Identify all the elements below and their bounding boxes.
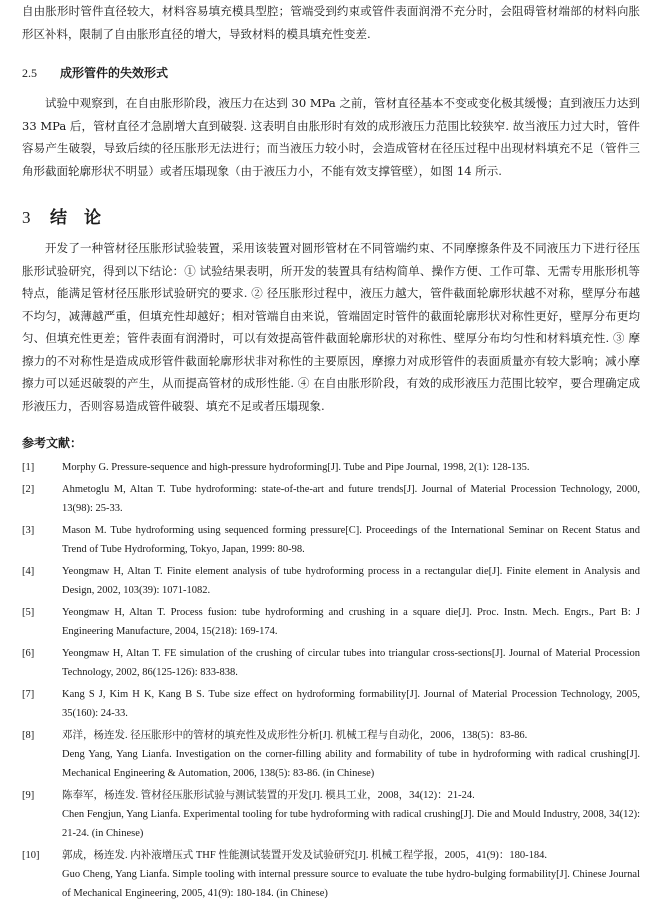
reference-index: [1] [22,462,35,473]
reference-item [22,562,640,600]
section-2-5-paragraph: 试验中观察到，在自由胀形阶段，液压力在达到 30 MPa 之前，管材直径基本不变或变化极其缓慢；直到液压力达到 33 MPa 后，管材直径才急剧增大直到破裂. 这表明自由胀形时有效的成形液压力范围比较狭窄. 故当液压力过大时，管件容易产生破裂，导致后续的径压胀形无法进行；而当液压力较小时，会造成管材在径压过程中出现材料填充不足（管件三角形截面轮廓形状不明显）或者压塌现象（由于液压力小，不能有效支撑管壁），如图 14 所示. [22,96,640,178]
reference-index: [8] [22,730,35,741]
reference-item [22,644,640,682]
section-3-body-block [22,237,640,417]
reference-item [22,685,640,723]
reference-text: Kang S J, Kim H K, Kang B S. Tube size effect on hydroforming formability[J]. Journal of Material Procession Technology, 2005, 35(160): 24-33. [62,689,640,719]
reference-text-chinese: 郭成，杨连发. 内补液增压式 THF 性能测试装置开发及试验研究[J]. 机械工程学报，2005，41(9)：180-184. [62,850,548,861]
reference-index: [7] [22,689,35,700]
reference-item [22,846,640,903]
reference-text-english: Guo Cheng, Yang Lianfa. Simple tooling with internal pressure source to evaluate the tube hydro-bulging formability[J]. Chinese Journal of Mechanical Engineering, 2005, 41(9): 180-184. (in Chinese) [62,869,640,899]
reference-text-chinese: 陈奉军，杨连发. 管材径压胀形试验与测试装置的开发[J]. 模具工业，2008，34(12)：21-24. [62,790,475,801]
reference-index: [2] [22,484,35,495]
reference-item [22,603,640,641]
lead-paragraph: 自由胀形时管件直径较大，材料容易填充模具型腔；管端受到约束或管件表面润滑不充分时，会阻碍管材端部的材料向胀形区补料，限制了自由胀形直径的增大，导致材料的模具填充性变差. [22,4,640,41]
section-2-5-number: 2.5 [22,66,37,80]
reference-text: Yeongmaw H, Altan T. Finite element analysis of tube hydroforming process in a rectangular die[J]. Finite element in Analysis and Design, 2002, 103(39): 1071-1082. [62,566,640,596]
reference-text: Ahmetoglu M, Altan T. Tube hydroforming: state-of-the-art and future trends[J]. Journal of Material Procession Technology, 2000, 13(98): 25-33. [62,484,640,514]
reference-text-english: Chen Fengjun, Yang Lianfa. Experimental tooling for tube hydroforming with radical crushing[J]. Die and Mould Industry, 2008, 34(12): 21-24. (in Chinese) [62,809,640,839]
conclusion-paragraph: 开发了一种管材径压胀形试验装置，采用该装置对圆形管材在不同管端约束、不同摩擦条件及不同液压力下进行径压胀形试验研究，得到以下结论：① 试验结果表明，所开发的装置具有结构简单、操作方便、工作可靠、无需专用胀形机等特点，能满足管材径压胀形试验研究的要求. ② 径压胀形过程中，液压力越大，管件截面轮廓形状越不对称，壁厚分布越不均匀，减薄越严重，但填充性却越好；相对管端自由来说，管端固定时管件的截面轮廓形状对称性更好，壁厚分布更均匀、但填充性更差；管件表面有润滑时，可以有效提高管件截面轮廓形状的对称性、壁厚分布均匀性和材料填充性. ③ 摩擦力的不对称性是造成成形管件截面轮廓形状非对称性的主要原因，摩擦力对成形管件的表面质量亦有较大影响；减小摩擦力可以延迟破裂的产生，从而提高管材的成形性能. ④ 在自由胀形阶段，有效的成形液压力范围比较窄，要合理确定成形液压力，否则容易造成管件破裂、填充不足或者压塌现象. [22,241,640,413]
reference-text-chinese: 邓洋，杨连发. 径压胀形中的管材的填充性及成形性分析[J]. 机械工程与自动化，2006，138(5)：83-86. [62,730,528,741]
section-2-5-title: 成形管件的失效形式 [60,66,169,80]
reference-item [22,521,640,559]
reference-index: [9] [22,790,35,801]
reference-text-english: Deng Yang, Yang Lianfa. Investigation on the corner-filling ability and formability of tube in hydroforming with radical crushing[J]. Mechanical Engineering & Automation, 2006, 138(5): 83-86. (in Chinese) [62,749,640,779]
references-heading: 参考文献： [22,436,83,450]
section-2-5-body-block [22,92,640,182]
reference-index: [3] [22,525,35,536]
reference-item [22,726,640,783]
reference-text: Morphy G. Pressure-sequence and high-pressure hydroforming[J]. Tube and Pipe Journal, 1998, 2(1): 128-135. [62,462,530,473]
reference-index: [10] [22,850,40,861]
reference-index: [5] [22,607,35,618]
reference-list [22,458,640,906]
reference-text: Yeongmaw H, Altan T. Process fusion: tube hydroforming and crushing in a square die[J]. Proc. Instn. Mech. Engrs., Part B: J Engineering Manufacture, 2004, 15(218): 169-174. [62,607,640,637]
reference-index: [6] [22,648,35,659]
section-3-number: 3 [22,208,31,227]
section-3-title: 结 论 [50,208,101,228]
section-2-5-heading [22,62,168,84]
reference-text: Mason M. Tube hydroforming using sequenced forming pressure[C]. Proceedings of the International Seminar on Recent Status and Trend of Tube Hydroforming, Tokyo, Japan, 1999: 80-98. [62,525,640,555]
reference-text: Yeongmaw H, Altan T. FE simulation of the crushing of circular tubes into triangular cross-sections[J]. Journal of Material Procession Technology, 2002, 86(125-126): 833-838. [62,648,640,678]
reference-index: [4] [22,566,35,577]
reference-item [22,458,640,477]
reference-item [22,786,640,843]
reference-item [22,480,640,518]
section-3-heading [22,205,101,231]
